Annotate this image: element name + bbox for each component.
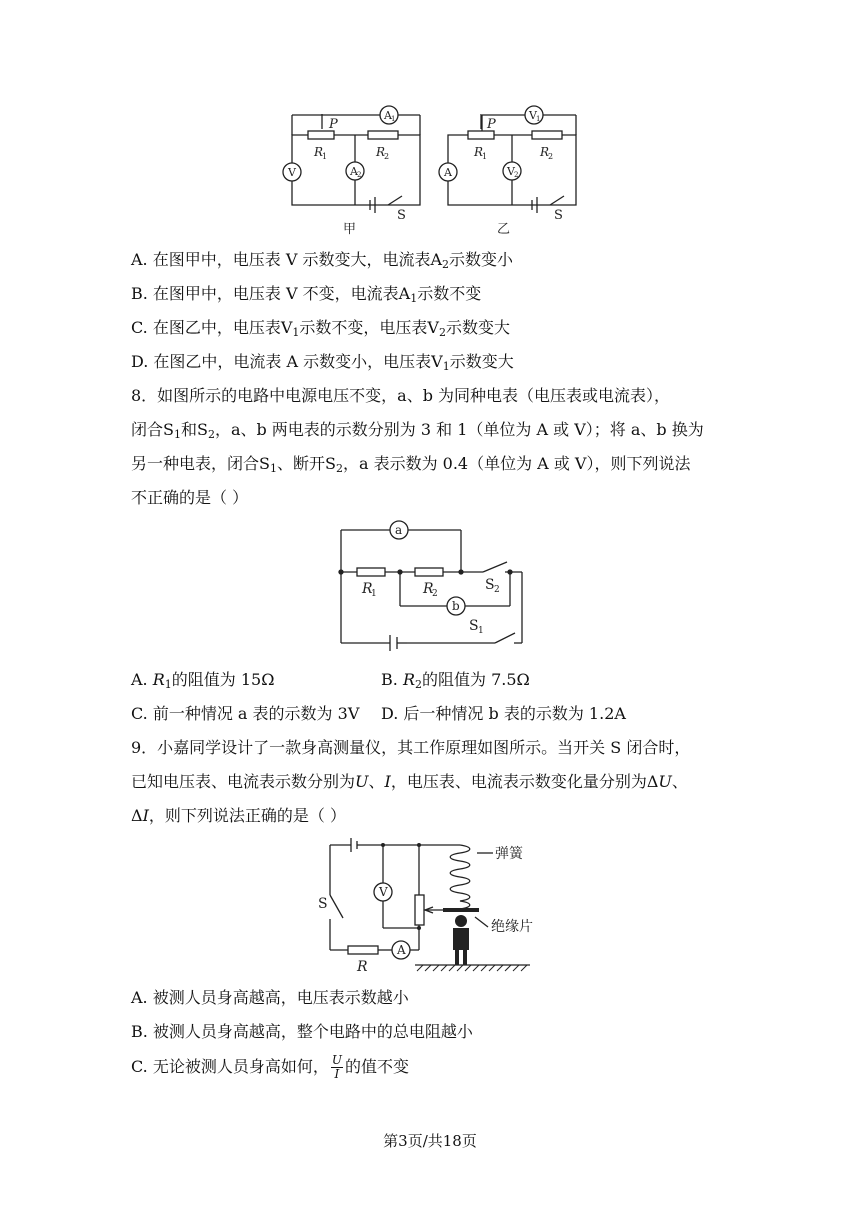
svg-text:R: R <box>357 959 368 975</box>
svg-text:V: V <box>379 885 388 899</box>
svg-text:A: A <box>397 943 406 957</box>
svg-text:甲: 甲 <box>343 222 357 237</box>
svg-text:S: S <box>485 577 495 593</box>
svg-text:R: R <box>362 581 373 597</box>
u-over-i-fraction: $\frac{U}{I}$ <box>331 1053 342 1081</box>
svg-text:b: b <box>452 599 460 613</box>
figure-q7-circuits <box>270 100 600 240</box>
svg-text:乙: 乙 <box>497 222 511 237</box>
q9-option-b: B. 被测人员身高越高，整个电路中的总电阻越小 <box>131 1022 473 1041</box>
q8-option-c: C. 前一种情况 a 表的示数为 3V <box>131 704 360 723</box>
q7-option-a: A. 在图甲中，电压表 V 示数变大，电流表$A_2$示数变小 <box>131 250 514 271</box>
svg-text:S: S <box>554 208 563 223</box>
svg-text:2: 2 <box>432 589 438 599</box>
svg-text:R: R <box>474 145 484 159</box>
svg-text:1: 1 <box>371 589 377 599</box>
svg-text:R: R <box>423 581 434 597</box>
q9-stem-line2: 已知电压表、电流表示数分别为U、I，电压表、电流表示数变化量分别为ΔU、 <box>131 772 688 791</box>
svg-text:A: A <box>444 166 452 179</box>
svg-text:S: S <box>318 896 328 912</box>
q8-option-b: B. $R_2$的阻值为 7.5Ω <box>381 670 530 691</box>
q8-stem-line2: 闭合$S_1$和$S_2$，a、b 两电表的示数分别为 3 和 1（单位为 A 或 V）；将 a、b 换为 <box>131 420 704 441</box>
q7-option-d: D. 在图乙中，电流表 A 示数变小，电压表$V_1$示数变大 <box>131 352 514 373</box>
svg-text:A: A <box>350 165 358 178</box>
svg-text:P: P <box>329 117 338 132</box>
svg-text:P: P <box>487 117 496 132</box>
svg-text:弹簧: 弹簧 <box>495 846 523 862</box>
svg-text:1: 1 <box>478 626 484 636</box>
svg-text:V: V <box>529 109 537 122</box>
svg-text:a: a <box>395 523 403 537</box>
svg-text:2: 2 <box>357 171 362 179</box>
q8-stem-line3: 另一种电表，闭合$S_1$、断开$S_2$，a 表示数为 0.4（单位为 A 或 V），则下列说法 <box>131 454 691 475</box>
figure-q9-height-meter <box>315 835 575 975</box>
svg-text:1: 1 <box>482 152 488 161</box>
svg-text:V: V <box>288 166 296 179</box>
q8-stem-line1: 8．如图所示的电路中电源电压不变，a、b 为同种电表（电压表或电流表）， <box>131 386 671 405</box>
q7-option-b: B. 在图甲中，电压表 V 不变，电流表$A_1$示数不变 <box>131 284 482 305</box>
svg-text:1: 1 <box>322 152 328 161</box>
svg-text:S: S <box>397 208 406 223</box>
svg-text:A: A <box>384 109 392 122</box>
svg-text:R: R <box>314 145 324 159</box>
svg-text:2: 2 <box>494 585 500 595</box>
svg-text:2: 2 <box>548 152 554 161</box>
svg-text:2: 2 <box>514 171 519 179</box>
svg-text:绝缘片: 绝缘片 <box>491 919 533 935</box>
svg-text:S: S <box>469 618 479 634</box>
q9-option-c: C. 无论被测人员身高如何， $\frac{U}{I}$ 的值不变 <box>131 1053 409 1081</box>
svg-text:V: V <box>507 165 515 178</box>
q8-option-a: A. $R_1$的阻值为 15Ω <box>131 670 275 691</box>
svg-text:R: R <box>540 145 550 159</box>
q7-option-c: C. 在图乙中，电压表$V_1$示数不变，电压表$V_2$示数变大 <box>131 318 510 339</box>
svg-text:2: 2 <box>384 152 390 161</box>
svg-text:1: 1 <box>536 115 541 123</box>
q9-stem-line1: 9．小嘉同学设计了一款身高测量仪，其工作原理如图所示。当开关 S 闭合时， <box>131 738 691 757</box>
page-footer: 第3页/共18页 <box>383 1132 477 1150</box>
svg-text:R: R <box>376 145 386 159</box>
q9-option-a: A. 被测人员身高越高，电压表示数越小 <box>131 988 409 1007</box>
q9-stem-line3: ΔI，则下列说法正确的是（ ） <box>131 806 346 825</box>
svg-text:1: 1 <box>391 115 396 123</box>
figure-q8-circuit <box>335 515 535 655</box>
q8-stem-line4: 不正确的是（ ） <box>131 488 249 507</box>
q8-option-d: D. 后一种情况 b 表的示数为 1.2A <box>381 704 626 723</box>
